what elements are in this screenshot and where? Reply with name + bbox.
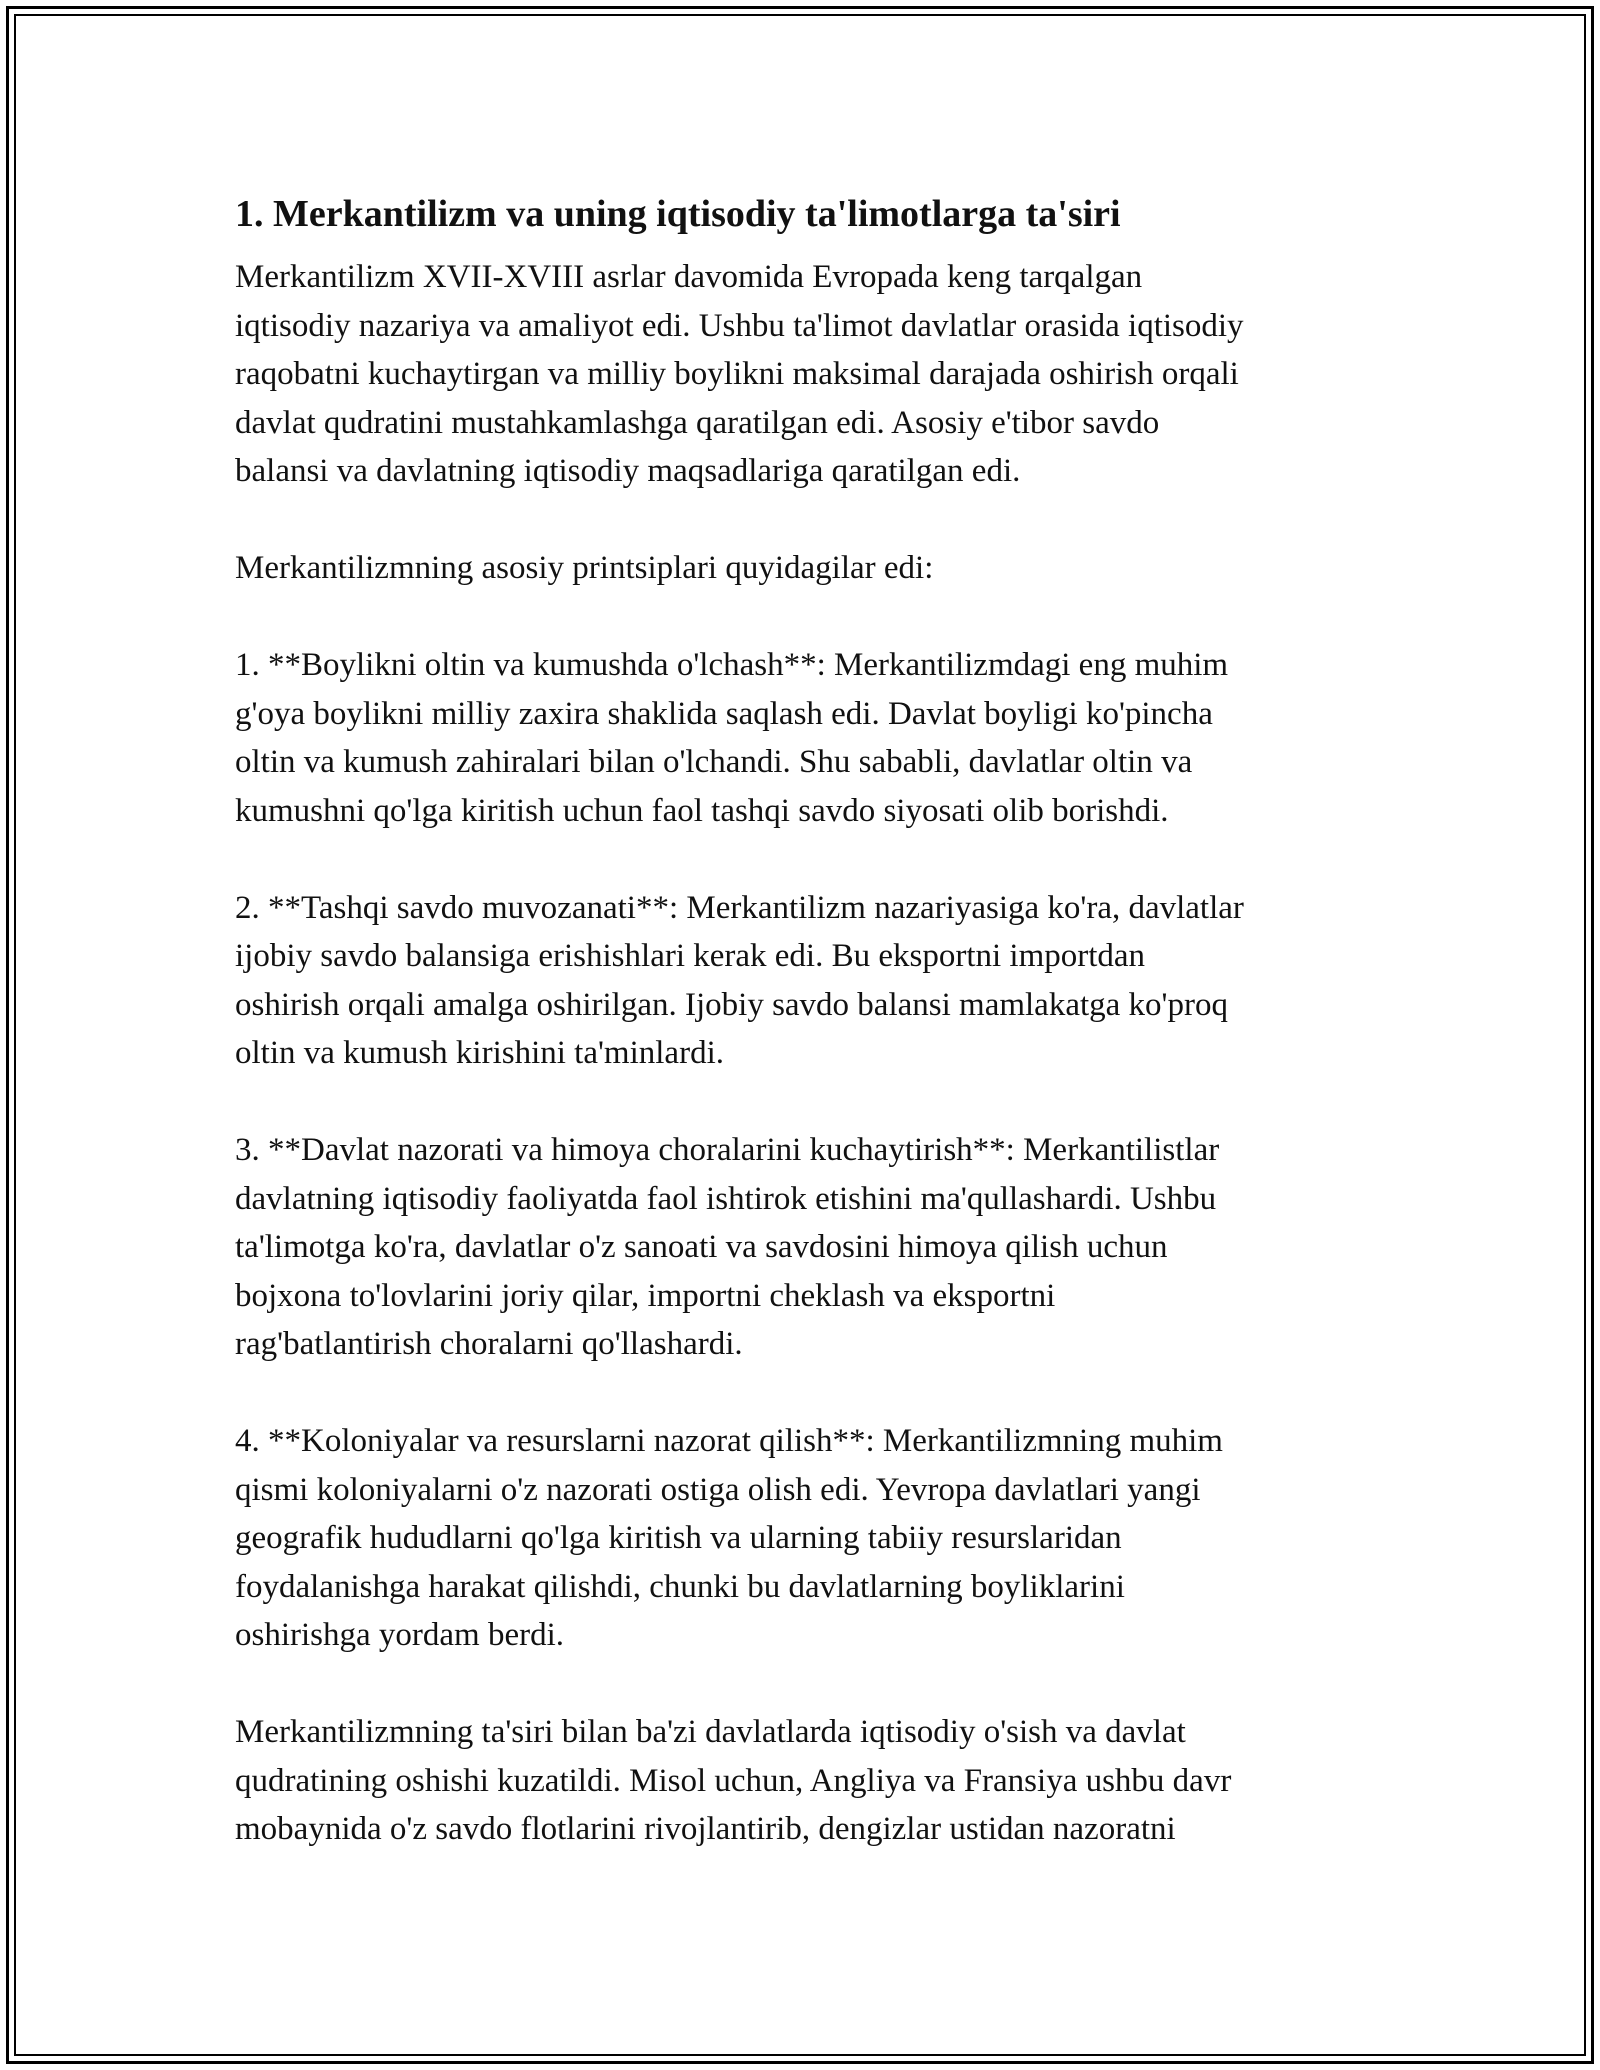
principle-2-paragraph: 2. **Tashqi savdo muvozanati**: Merkantilizm nazariyasiga ko'ra, davlatlar ijobiy savdo balansiga erishishlari kerak edi. Bu eksportni importdan oshirish orqali amalga oshirilgan. Ijobiy savdo balansi mamlakatga ko'proq oltin va kumush kirishini ta'minlardi. [235,889,1244,1071]
principle-1-paragraph: 1. **Boylikni oltin va kumushda o'lchash**: Merkantilizmdagi eng muhim g'oya boylikni milliy zaxira shaklida saqlash edi. Davlat boyligi ko'pincha oltin va kumush zahiralari bilan o'lchandi. Shu sababli, davlatlar oltin va kumushni qo'lga kiritish uchun faol tashqi savdo siyosati olib borishdi. [235,647,1229,829]
principle-4-paragraph: 4. **Koloniyalar va resurslarni nazorat qilish**: Merkantilizmning muhim qismi koloniyalarni o'z nazorati ostiga olish edi. Yevropa davlatlari yangi geografik hududlarni qo'lga kiritish va ularning tabiiy resurslaridan foydalanishga harakat qilishdi, chunki bu davlatlarning boyliklarini oshirishga yordam berdi. [235,1423,1223,1653]
impact-paragraph: Merkantilizmning ta'siri bilan ba'zi davlatlarda iqtisodiy o'sish va davlat qudratining oshishi kuzatildi. Misol uchun, Angliya va Fransiya ushbu davr mobaynida o'z savdo flotlarini rivojlantirib, dengizlar ustidan nazoratni [235,1714,1232,1847]
principles-intro-paragraph: Merkantilizmning asosiy printsiplari quyidagilar edi: [235,550,934,586]
intro-paragraph: Merkantilizm XVII-XVIII asrlar davomida Evropada keng tarqalgan iqtisodiy nazariya va amaliyot edi. Ushbu ta'limot davlatlar orasida iqtisodiy raqobatni kuchaytirgan va milliy boylikni maksimal darajada oshirish orqali davlat qudratini mustahkamlashga qaratilgan edi. Asosiy e'tibor savdo balansi va davlatning iqtisodiy maqsadlariga qaratilgan edi. [235,259,1244,489]
section-heading: 1. Merkantilizm va uning iqtisodiy ta'limotlarga ta'siri [235,193,1121,235]
document-body [235,185,1375,1902]
principle-3-paragraph: 3. **Davlat nazorati va himoya choralarini kuchaytirish**: Merkantilistlar davlatning iqtisodiy faoliyatda faol ishtirok etishini ma'qullashardi. Ushbu ta'limotga ko'ra, davlatlar o'z sanoati va savdosini himoya qilish uchun bojxona to'lovlarini joriy qilar, importni cheklash va eksportni rag'batlantirish choralarni qo'llashardi. [235,1132,1220,1362]
